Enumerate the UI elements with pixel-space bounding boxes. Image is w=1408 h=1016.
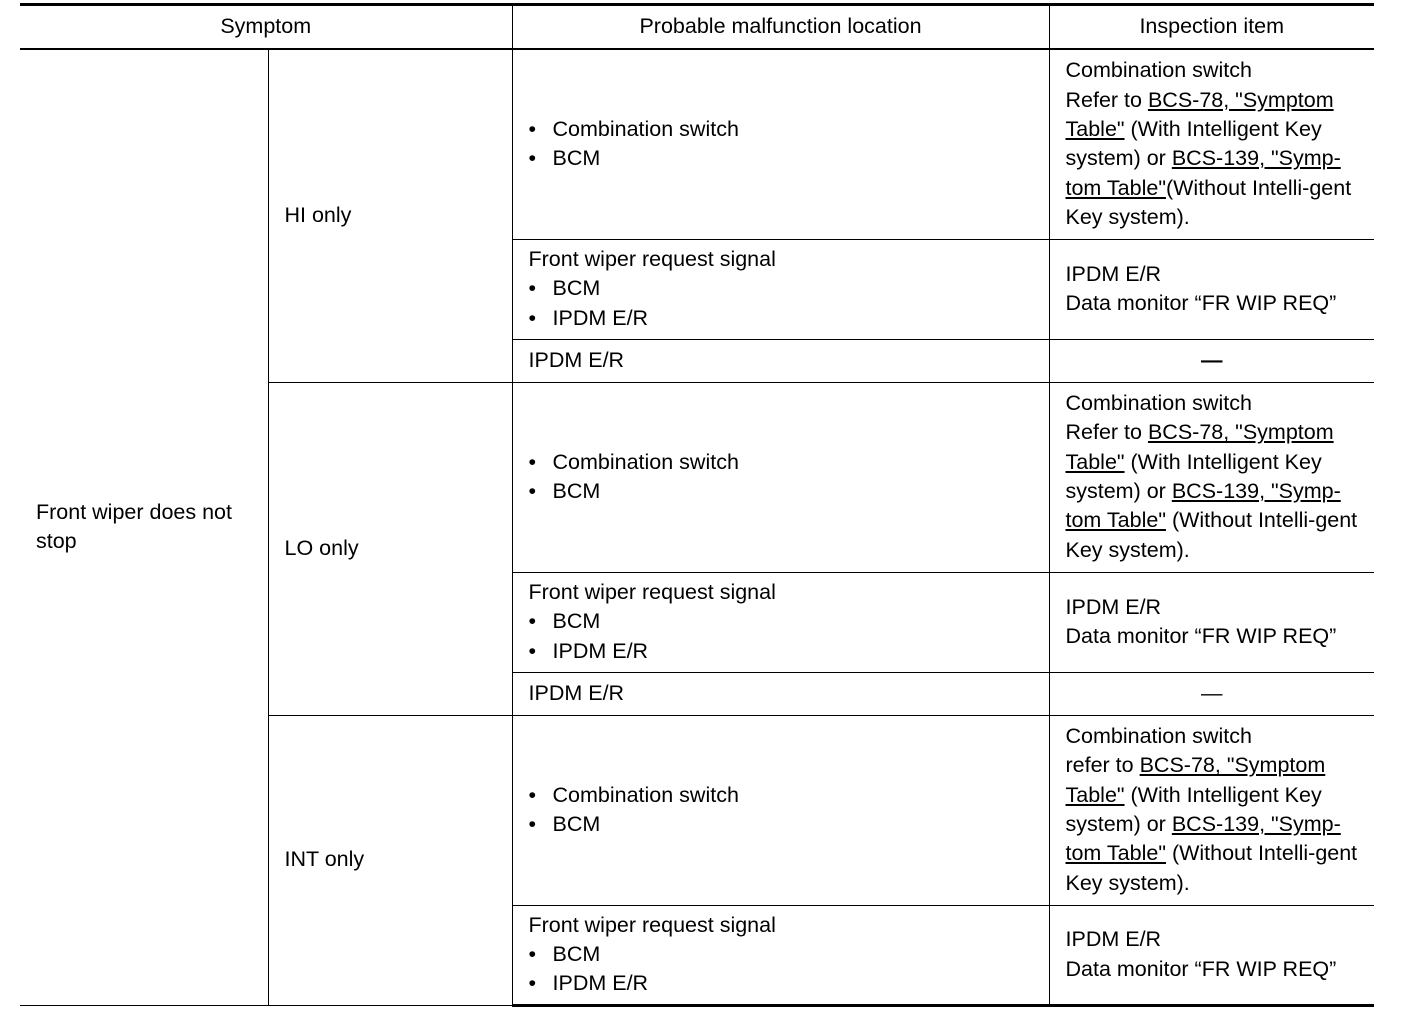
inspection-cell: — xyxy=(1049,339,1374,382)
reference-link[interactable]: BCS-78, "Symptom Table" xyxy=(1065,420,1334,474)
symptom-cell: Front wiper does not stop xyxy=(20,49,268,1005)
condition-cell: LO only xyxy=(268,382,512,715)
location-cell xyxy=(512,715,1049,905)
list-item: • IPDM E/R xyxy=(529,637,1049,666)
list-item: • Combination switch xyxy=(529,448,1049,477)
location-cell xyxy=(512,905,1049,1005)
location-list xyxy=(529,607,1049,666)
location-title: Front wiper request signal xyxy=(528,912,776,937)
reference-link[interactable]: BCS-139, "Symp-tom Table" xyxy=(1065,479,1341,533)
location-title: Front wiper request signal xyxy=(528,247,776,272)
inspection-title: Combination switch xyxy=(1065,391,1252,416)
inspection-cell xyxy=(1049,382,1374,572)
inspection-text: (Without Intelli-gent Key system). xyxy=(1065,508,1358,562)
inspection-cell xyxy=(1049,905,1374,1005)
list-item: • BCM xyxy=(529,144,1049,173)
location-cell xyxy=(512,49,1049,239)
location-list xyxy=(529,274,1049,333)
condition-cell: HI only xyxy=(268,49,512,382)
inspection-cell xyxy=(1049,239,1374,339)
inspection-text: (With Intelligent Key system) or xyxy=(1065,782,1322,836)
reference-link[interactable]: BCS-139, "Symp-tom Table" xyxy=(1065,146,1341,200)
list-item: • BCM xyxy=(529,940,1049,969)
list-item: • BCM xyxy=(529,274,1049,303)
symptom-table xyxy=(20,3,1374,1007)
list-item: • IPDM E/R xyxy=(529,304,1049,333)
location-list xyxy=(529,448,1049,507)
list-item: • BCM xyxy=(529,477,1049,506)
header-row xyxy=(20,5,1374,50)
inspection-text: Data monitor “FR WIP REQ” xyxy=(1065,291,1337,315)
location-list xyxy=(529,940,1049,999)
inspection-title: IPDM E/R xyxy=(1065,261,1162,286)
location-cell: IPDM E/R xyxy=(512,672,1049,715)
inspection-cell xyxy=(1049,49,1374,239)
location-list xyxy=(529,781,1049,840)
reference-link[interactable]: BCS-139, "Symp-tom Table" xyxy=(1065,812,1341,866)
list-item: • IPDM E/R xyxy=(529,969,1049,998)
inspection-text: (With Intelligent Key system) or xyxy=(1065,449,1322,503)
inspection-cell: — xyxy=(1049,672,1374,715)
location-list xyxy=(529,115,1049,174)
reference-link[interactable]: BCS-78, "Symptom Table" xyxy=(1065,87,1334,141)
location-title: Front wiper request signal xyxy=(528,580,776,605)
list-item: • Combination switch xyxy=(529,115,1049,144)
table-row xyxy=(20,49,1374,239)
inspection-text: Refer to xyxy=(1065,87,1148,112)
list-item: • Combination switch xyxy=(529,781,1049,810)
inspection-text: Refer to xyxy=(1065,420,1148,445)
inspection-text: refer to xyxy=(1065,753,1140,778)
inspection-text: (Without Intelli-gent Key system). xyxy=(1065,841,1358,895)
inspection-text: (With Intelligent Key system) or xyxy=(1065,116,1322,171)
inspection-text: Data monitor “FR WIP REQ” xyxy=(1065,956,1337,981)
location-cell xyxy=(512,382,1049,572)
inspection-text: (Without Intelli-gent Key system). xyxy=(1065,175,1352,229)
header-symptom: Symptom xyxy=(20,5,512,50)
location-cell xyxy=(512,572,1049,672)
inspection-text: Data monitor “FR WIP REQ” xyxy=(1065,624,1337,648)
location-cell xyxy=(512,239,1049,339)
inspection-title: IPDM E/R xyxy=(1065,594,1162,619)
inspection-title: Combination switch xyxy=(1065,58,1252,83)
location-cell: IPDM E/R xyxy=(512,339,1049,382)
header-inspection: Inspection item xyxy=(1049,5,1374,50)
list-item: • BCM xyxy=(529,810,1049,839)
inspection-title: IPDM E/R xyxy=(1065,927,1162,952)
inspection-title: Combination switch xyxy=(1065,724,1252,749)
reference-link[interactable]: BCS-78, "Symptom Table" xyxy=(1065,753,1326,807)
inspection-cell xyxy=(1049,715,1374,905)
header-location: Probable malfunction location xyxy=(512,5,1049,50)
list-item: • BCM xyxy=(529,607,1049,636)
inspection-cell xyxy=(1049,572,1374,672)
condition-cell: INT only xyxy=(268,715,512,1005)
